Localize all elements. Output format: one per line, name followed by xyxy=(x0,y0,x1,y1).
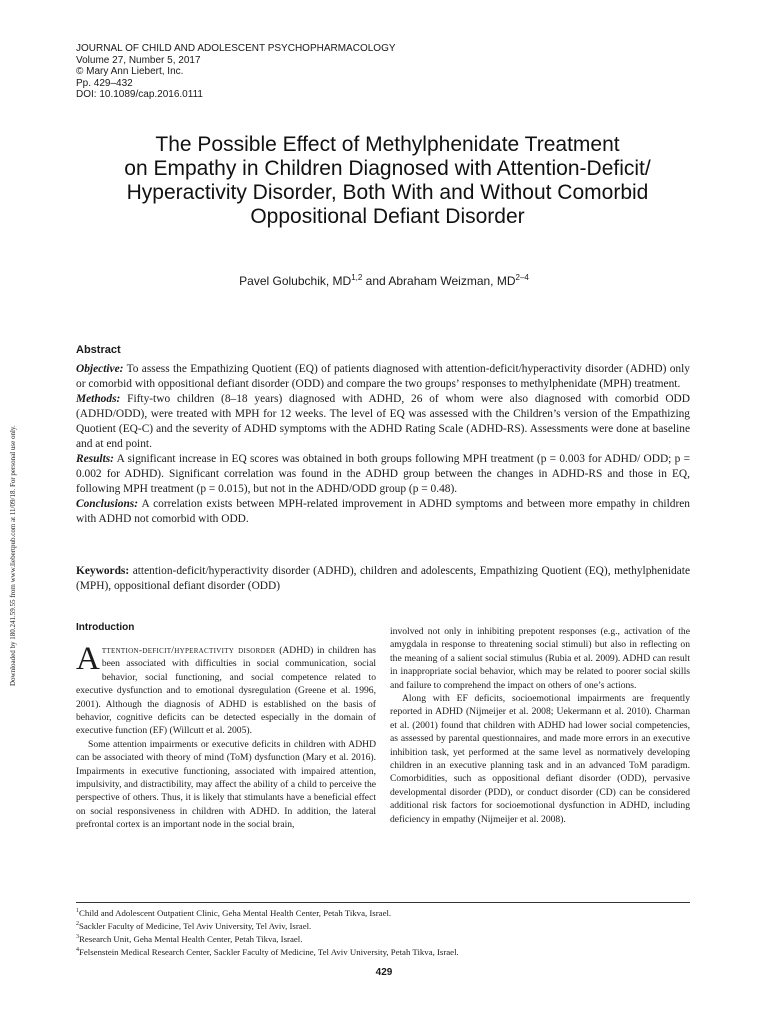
author-affiliation-mark: 2–4 xyxy=(515,273,529,282)
title-line: The Possible Effect of Methylphenidate Treatment xyxy=(155,133,620,156)
results-text: A significant increase in EQ scores was obtained in both groups following MPH treatment (p = 0.003 for ADHD/ ODD; p = 0.002 for ADHD). Significant correlation was found in the ADHD group between the changes in ADHD-RS and those in EQ, following MPH treatment (p = 0.015), but not in the ADHD/ODD group (p = 0.48). xyxy=(76,453,690,495)
title-line: Oppositional Defiant Disorder xyxy=(250,205,525,228)
footnote-text: Felsenstein Medical Research Center, Sackler Faculty of Medicine, Tel Aviv University, Petah Tikva, Israel. xyxy=(79,946,459,957)
journal-name: JOURNAL OF CHILD AND ADOLESCENT PSYCHOPHARMACOLOGY xyxy=(76,43,396,54)
abstract-conclusions xyxy=(76,497,690,527)
footnote-mark: 3 xyxy=(76,933,79,940)
title-line: on Empathy in Children Diagnosed with Attention-Deficit/ xyxy=(124,157,651,180)
footnote xyxy=(76,919,690,932)
author-name: Abraham Weizman, MD xyxy=(388,274,516,288)
objective-text: To assess the Empathizing Quotient (EQ) of patients diagnosed with attention-deficit/hyperactivity disorder (ADHD) only or comorbid with oppositional defiant disorder (ODD) and compare the two groups’ responses to methylphenidate (MPH) treatment. xyxy=(76,363,690,390)
abstract-results xyxy=(76,452,690,497)
conclusions-text: A correlation exists between MPH-related improvement in ADHD symptoms and between more empathy in children with ADHD not comorbid with ODD. xyxy=(76,498,690,525)
affiliation-footnotes xyxy=(76,906,690,958)
introduction-heading: Introduction xyxy=(76,622,135,633)
article-title xyxy=(60,133,715,229)
footnote-mark: 1 xyxy=(76,908,79,914)
journal-header xyxy=(76,43,476,101)
intro-paragraph: involved not only in inhibiting prepotent responses (e.g., activation of the amygdala in response to threatening social stimuli) but also in reflecting on the meaning of a salient social stimulus (Rubia et al. 2009). ADHD can result in inappropriate social behavior, which may be related to poorer social skills and failure to comprehend the impact on others of one’s actions. xyxy=(390,626,690,691)
footnote xyxy=(76,945,690,958)
intro-paragraph: Some attention impairments or executive deficits in children with ADHD can be associated with theory of mind (ToM) dysfunction (Mary et al. 2016). Impairments in executive functioning, associated with impaired attention, impulsivity, and distractibility, may affect the ability of a child to perceive the perspective of others. Thus, it is likely that stimulants have a beneficial effect on social responsiveness in children with ADHD. In addition, the lateral prefrontal cortex is an important node in the social brain, xyxy=(76,738,376,831)
footnote-mark: 4 xyxy=(76,946,79,953)
journal-copyright: © Mary Ann Liebert, Inc. xyxy=(76,66,184,78)
author-connector: and xyxy=(362,274,389,288)
left-column xyxy=(76,641,376,832)
journal-pages: Pp. 429–432 xyxy=(76,77,133,89)
author-name: Pavel Golubchik, MD xyxy=(239,274,352,288)
abstract-body xyxy=(76,362,690,527)
intro-paragraph: Along with EF deficits, socioemotional impairments are frequently reported in ADHD (Nijmeijer et al. 2008; Uekermann et al. 2010). Charman et al. (2001) found that children with ADHD had lower social competencies, as assessed by parental questionnaires, and made more errors in an executive inhibition task, yet performed at the same level as normatively developing children in an executive planning task and in an advanced ToM paradigm. Comorbidities, such as oppositional defiant disorder (ODD), pervasive developmental disorder (PDD), or conduct disorder (CD) can be considered additional risk factors for socioemotional dysfunction in ADHD, including deficiency in empathy (Nijmeijer et al. 2008). xyxy=(390,693,690,825)
conclusions-label: Conclusions: xyxy=(76,498,139,510)
footnote xyxy=(76,932,690,945)
journal-doi: DOI: 10.1089/cap.2016.0111 xyxy=(76,89,203,101)
results-label: Results: xyxy=(76,453,114,465)
drop-cap: A xyxy=(76,641,100,677)
footnote-mark: 2 xyxy=(76,920,79,927)
keywords xyxy=(76,564,690,594)
footnote-text: Sackler Faculty of Medicine, Tel Aviv University, Tel Aviv, Israel. xyxy=(79,920,312,931)
author-affiliation-mark: 1,2 xyxy=(351,273,363,282)
methods-label: Methods: xyxy=(76,393,121,405)
page-number: 429 xyxy=(375,967,393,978)
footnote xyxy=(76,906,690,919)
download-watermark: Downloaded by 180.241.59.55 from www.liebertpub.com at 11/09/18. For personal use only. xyxy=(9,425,17,686)
footnote-text: Research Unit, Geha Mental Health Center, Petah Tikva, Israel. xyxy=(79,933,303,944)
intro-p1-text: (ADHD) in children has been associated with difficulties in social communication, social behavior, social functioning, and social competence related to executive dysfunction and to emotional dysregulation (Greene et al. 1996, 2001). Although the diagnosis of ADHD is established on the basis of behavior, cognitive deficits can be detected especially in the domain of executive function (EF) (Willcutt et al. 2005). xyxy=(76,645,376,737)
keywords-text: attention-deficit/hyperactivity disorder (ADHD), children and adolescents, Empathizing Quotient (EQ), methylphenidate (MPH), oppositional defiant disorder (ODD) xyxy=(76,565,690,592)
keywords-label: Keywords: xyxy=(76,565,130,577)
abstract-objective xyxy=(76,362,690,392)
abstract-methods xyxy=(76,392,690,452)
right-column xyxy=(390,625,690,826)
objective-label: Objective: xyxy=(76,363,124,375)
abstract-heading: Abstract xyxy=(76,344,121,356)
author-list xyxy=(0,273,768,288)
footnote-text: Child and Adolescent Outpatient Clinic, Geha Mental Health Center, Petah Tikva, Israel. xyxy=(79,907,392,918)
journal-volume: Volume 27, Number 5, 2017 xyxy=(76,54,201,66)
footnote-divider xyxy=(76,902,690,903)
intro-paragraph xyxy=(76,641,376,738)
title-line: Hyperactivity Disorder, Both With and Without Comorbid xyxy=(126,181,649,204)
methods-text: Fifty-two children (8–18 years) diagnosed with ADHD, 26 of whom were also diagnosed with comorbid ODD (ADHD/ODD), were treated with MPH for 12 weeks. The level of EQ was assessed with the Children’s version of the Empathizing Quotient (EQ-C) and the severity of ADHD symptoms with the ADHD Rating Scale (ADHD-RS). Assessments were done at baseline and at end point. xyxy=(76,393,690,450)
smallcaps-lead: ttention-deficit/hyperactivity disorder xyxy=(101,645,276,656)
